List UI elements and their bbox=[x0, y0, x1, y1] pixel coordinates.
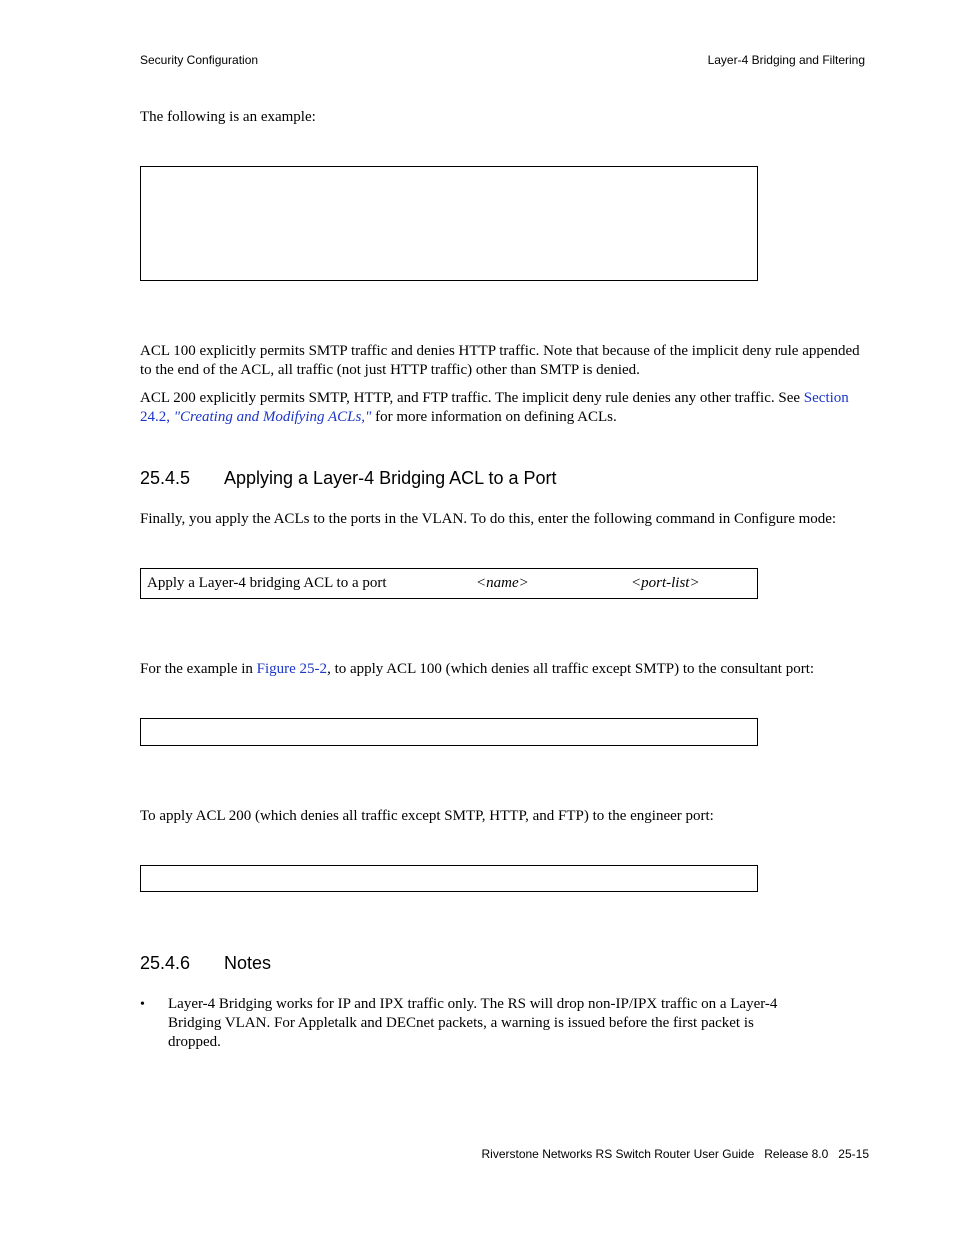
running-header-left: Security Configuration bbox=[140, 53, 259, 67]
intro-text: The following is an example: bbox=[140, 109, 316, 125]
running-footer: Riverstone Networks RS Switch Router User Guide Release 8.0 25-15 bbox=[481, 1147, 869, 1161]
example-code-box bbox=[140, 166, 758, 281]
paragraph-acl100: ACL 100 explicitly permits SMTP traffic and denies HTTP traffic. Note that because of the implicit deny rule appended to the end of the ACL, all traffic (not just HTTP traffic) other than SMTP is denied. bbox=[140, 343, 860, 378]
section-link[interactable]: Section 24.2, bbox=[140, 390, 849, 425]
paragraph-acl200-tail: for more information on defining ACLs. bbox=[375, 409, 617, 425]
section-title: Notes bbox=[224, 953, 272, 973]
example1-code-box bbox=[140, 718, 758, 746]
bullet-marker: • bbox=[140, 997, 145, 1012]
example1-text bbox=[140, 660, 814, 679]
command-arg-name: <name> bbox=[476, 575, 529, 591]
example1-lead: For the example in bbox=[140, 661, 253, 677]
section-number: 25.4.5 bbox=[140, 468, 191, 488]
command-description: Apply a Layer-4 bridging ACL to a port bbox=[147, 575, 387, 591]
figure-link[interactable]: Figure 25-2 bbox=[256, 661, 328, 677]
example2-text: To apply ACL 200 (which denies all traffic except SMTP, HTTP, and FTP) to the engineer port: bbox=[140, 808, 714, 824]
section-heading-25-4-5 bbox=[140, 467, 557, 489]
section-title: Applying a Layer-4 Bridging ACL to a Port bbox=[224, 468, 557, 488]
bullet-item: Layer-4 Bridging works for IP and IPX traffic only. The RS will drop non-IP/IPX traffic on a Layer-4 Bridging VLAN. For Appletalk and DECnet packets, a warning is issued before the first packet is dropped. bbox=[168, 996, 778, 1050]
section-number: 25.4.6 bbox=[140, 953, 191, 973]
paragraph-acl200-text: ACL 200 explicitly permits SMTP, HTTP, and FTP traffic. The implicit deny rule denies any other traffic. See bbox=[140, 390, 801, 406]
example1-tail: , to apply ACL 100 (which denies all traffic except SMTP) to the consultant port: bbox=[327, 661, 815, 677]
paragraph-acl200 bbox=[140, 389, 870, 427]
section-title-link[interactable]: "Creating and Modifying ACLs," bbox=[173, 409, 372, 425]
section-heading-25-4-6 bbox=[140, 952, 271, 974]
command-arg-port-list: <port-list> bbox=[631, 575, 700, 591]
running-header-right: Layer-4 Bridging and Filtering bbox=[707, 53, 865, 67]
section-intro: Finally, you apply the ACLs to the ports in the VLAN. To do this, enter the following command in Configure mode: bbox=[140, 511, 837, 527]
example2-code-box bbox=[140, 865, 758, 892]
command-table bbox=[140, 568, 758, 599]
